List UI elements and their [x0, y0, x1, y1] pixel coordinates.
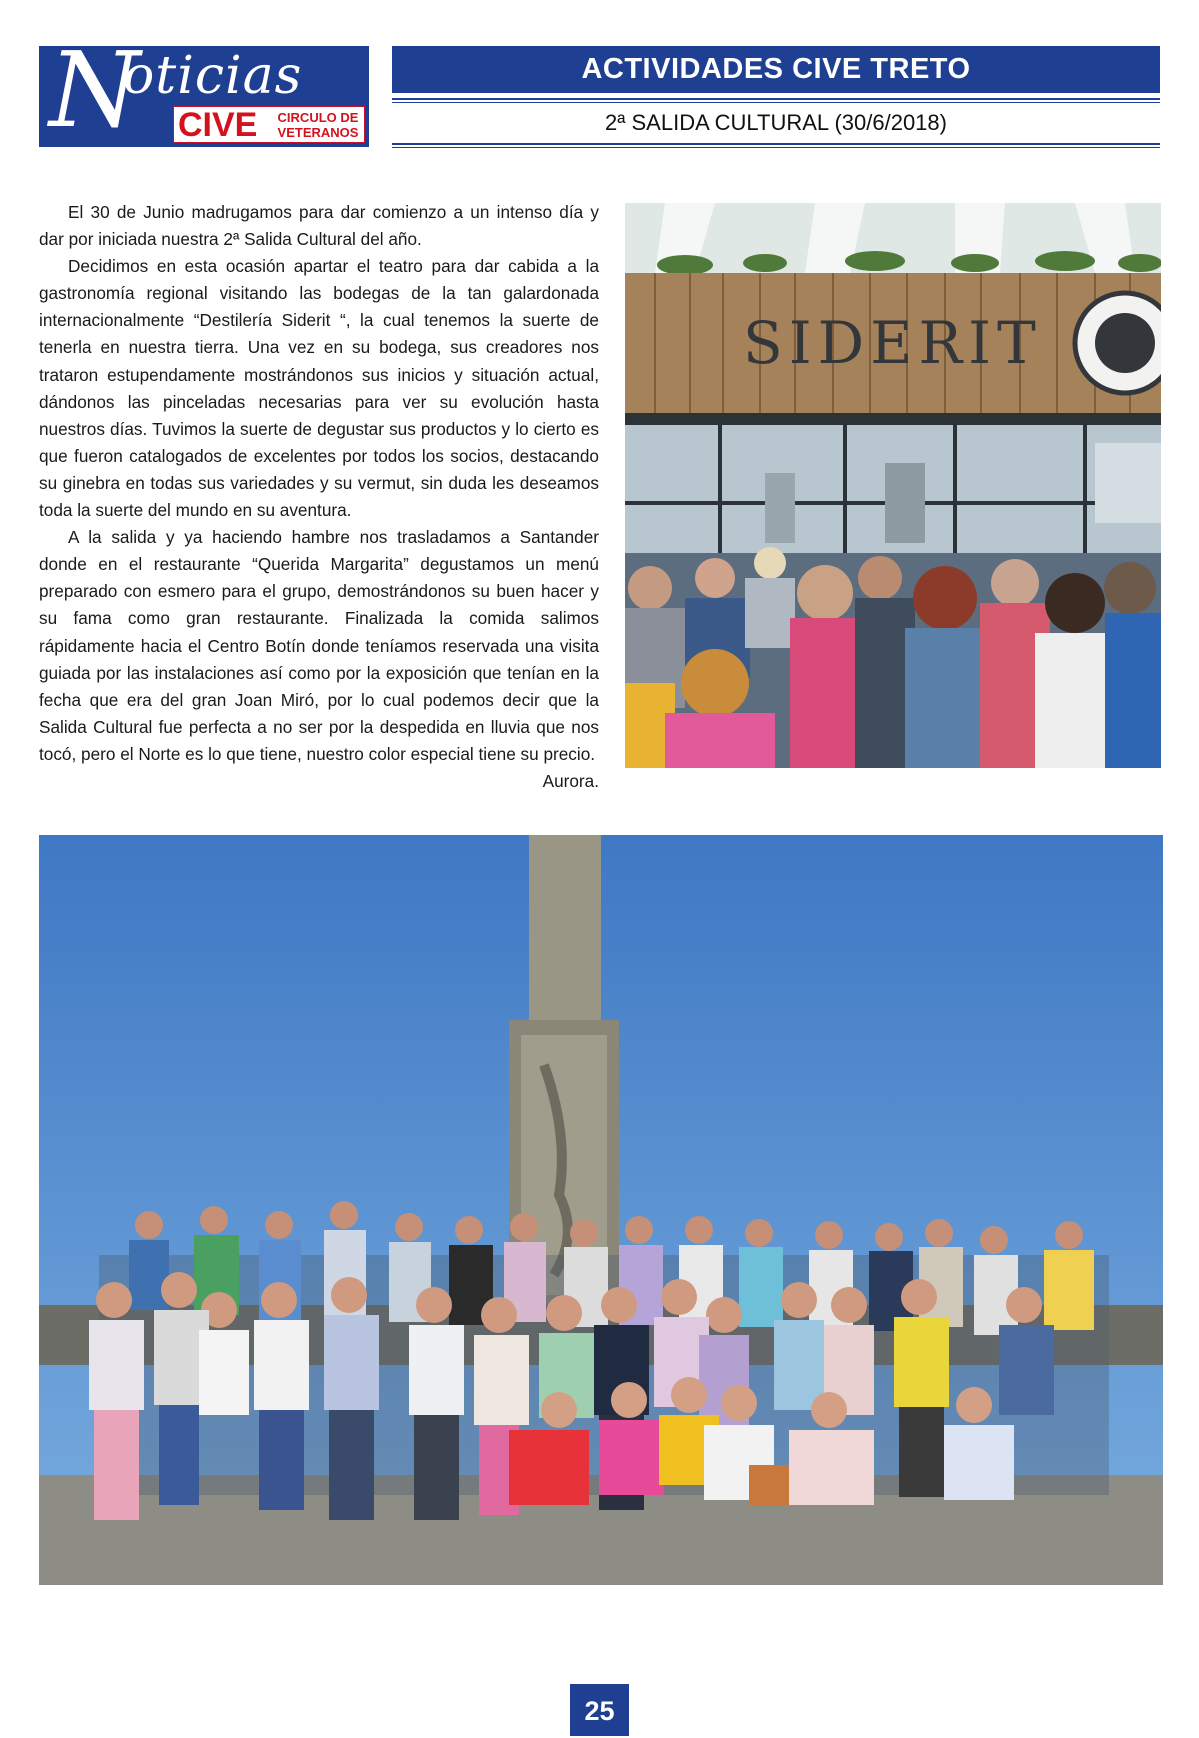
article-body	[39, 199, 599, 795]
logo-subtitle: CIRCULO DE VETERANOS	[277, 110, 359, 140]
article-paragraph: El 30 de Junio madrugamos para dar comienzo a un intenso día y dar por iniciada nuestra 2ª Salida Cultural del año.	[39, 202, 599, 250]
siderit-sign-text: SIDERIT	[743, 309, 1042, 377]
article-paragraph: A la salida y ya haciendo hambre nos trasladamos a Santander donde en el restaurante “Querida Margarita” degustamos un menú preparado con esmero para el grupo, demostrándonos su buen hacer y su fama como gran restaurante. Finalizada la comida salimos rápidamente hacia el Centro Botín donde teníamos reservada una visita guiada por las instalaciones así como por la exposición que tenían en la fecha que era del gran Joan Miró, por lo cual podemos decir que la Salida Cultural fue perfecta a no ser por la despedida en lluvia que nos tocó, pero el Norte es lo que tiene, nuestro color especial tiene su precio.	[39, 527, 599, 764]
article-paragraph: Decidimos en esta ocasión apartar el teatro para dar cabida a la gastronomía regional visitando las bodegas de la tan galardonada internacionalmente “Destilería Siderit “, la cual tenemos la suerte de tenerla en nuestra tierra. Una vez en su bodega, sus creadores nos trataron estupendamente mostrándonos sus inicios y situación actual, dándonos las pinceladas necesarias para ver su evolución hasta nuestros días. Tuvimos la suerte de degustar sus productos y lo cierto es que fueron catalogados de excelentes por todos los socios, destacando su ginebra en todas sus variedades y su vermut, sin duda les deseamos toda la suerte del mundo en su aventura.	[39, 256, 599, 521]
header-divider-thin	[392, 102, 1160, 103]
logo-brand: CIVE	[178, 106, 258, 144]
page-number: 25	[570, 1684, 629, 1736]
header-divider-bottom-thin	[392, 147, 1160, 148]
section-title: ACTIVIDADES CIVE TRETO	[392, 46, 1160, 93]
header-divider-bottom	[392, 143, 1160, 145]
logo-word: oticias	[123, 46, 303, 106]
noticias-cive-logo	[39, 46, 369, 147]
group-photo-monument	[39, 835, 1163, 1585]
page-subtitle: 2ª SALIDA CULTURAL (30/6/2018)	[605, 110, 947, 135]
header-divider-top	[392, 98, 1160, 100]
logo-brand-box	[173, 106, 365, 143]
siderit-distillery-photo	[625, 203, 1161, 768]
logo-initial: N	[49, 46, 140, 147]
article-signature: Aurora.	[542, 770, 599, 791]
